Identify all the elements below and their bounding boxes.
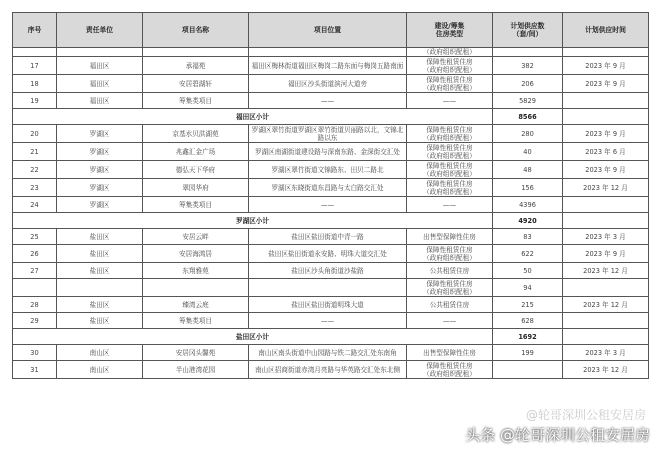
cell-index: 28	[13, 297, 57, 313]
cell-planned-supply: 199	[493, 345, 563, 361]
subtotal-empty-cell	[563, 213, 649, 229]
cell-index: 24	[13, 197, 57, 213]
cell-supply-time: 2023 年 3 月	[563, 345, 649, 361]
subtotal-label: 福田区小计	[13, 109, 493, 125]
cell-housing-type: ——	[407, 197, 493, 213]
cell-unit: 福田区	[57, 57, 143, 75]
header-supply-time: 计划供应时间	[563, 13, 649, 48]
cell-unit: 南山区	[57, 361, 143, 379]
cell-unit	[57, 279, 143, 297]
cell-supply-time: 2023 年 9 月	[563, 161, 649, 179]
cell-unit: 盐田区	[57, 245, 143, 263]
cell-project-name: 安居冈头馨苑	[143, 345, 249, 361]
cell-housing-type: 保障性租赁住房 （政府组织配租）	[407, 179, 493, 197]
cell-project-name: 京基水贝洪湖苑	[143, 125, 249, 143]
watermark: 头条 @轮哥深圳公租安居房	[465, 426, 650, 444]
cell-index: 19	[13, 93, 57, 109]
cell-project-name: 筹集类项目	[143, 197, 249, 213]
cell-planned-supply: 83	[493, 229, 563, 245]
cell-housing-type: 公共租赁住房	[407, 297, 493, 313]
table-row	[13, 143, 649, 161]
header-location: 项目位置	[249, 13, 407, 48]
cell-supply-time: 2023 年 9 月	[563, 57, 649, 75]
table-row	[13, 313, 649, 329]
cell-planned-supply: 382	[493, 57, 563, 75]
cell-supply-time	[563, 48, 649, 57]
cell-housing-type: 保障性租赁住房 （政府组织配租）	[407, 361, 493, 379]
cell-index: 25	[13, 229, 57, 245]
table-row	[13, 179, 649, 197]
subtotal-empty-cell	[563, 329, 649, 345]
cell-planned-supply: 206	[493, 75, 563, 93]
cell-project-name: 翠园华府	[143, 179, 249, 197]
watermark-faint: @轮哥深圳公租安居房	[525, 408, 646, 422]
cell-location: 盐田区沙头角街道沙盐路	[249, 263, 407, 279]
cell-unit	[57, 48, 143, 57]
cell-index: 17	[13, 57, 57, 75]
cell-supply-time: 2023 年 12 月	[563, 263, 649, 279]
subtotal-value: 8566	[493, 109, 563, 125]
cell-location: 福田区梅林街道福田区梅岗二路东面与梅岗五路南面	[249, 57, 407, 75]
cell-project-name: 筹集类项目	[143, 313, 249, 329]
cell-planned-supply: 94	[493, 279, 563, 297]
table-header-row	[13, 13, 649, 48]
cell-housing-type: 公共租赁住房	[407, 263, 493, 279]
cell-location: 罗湖区东晓街道东昌路与太白路交汇处	[249, 179, 407, 197]
housing-supply-table-sheet	[12, 12, 648, 379]
cell-index: 29	[13, 313, 57, 329]
cell-location: ——	[249, 197, 407, 213]
table-row	[13, 93, 649, 109]
cell-supply-time	[563, 197, 649, 213]
cell-unit: 罗湖区	[57, 179, 143, 197]
cell-housing-type: ——	[407, 313, 493, 329]
table-row	[13, 297, 649, 313]
cell-planned-supply: 280	[493, 125, 563, 143]
cell-supply-time: 2023 年 9 月	[563, 75, 649, 93]
cell-project-name: 承福苑	[143, 57, 249, 75]
cell-location: 盐田区盐田街道永安路、明珠大道交汇处	[249, 245, 407, 263]
subtotal-label: 罗湖区小计	[13, 213, 493, 229]
cell-unit: 盐田区	[57, 229, 143, 245]
header-project-name: 项目名称	[143, 13, 249, 48]
cell-housing-type: 保障性租赁住房 （政府组织配租）	[407, 57, 493, 75]
cell-index: 23	[13, 179, 57, 197]
cell-location: 盐田区盐田街道明珠大道	[249, 297, 407, 313]
cell-housing-type: 保障性租赁住房 （政府组织配租）	[407, 75, 493, 93]
cell-supply-time: 2023 年 12 月	[563, 179, 649, 197]
cell-housing-type: ——	[407, 93, 493, 109]
cell-unit: 盐田区	[57, 313, 143, 329]
cell-index: 18	[13, 75, 57, 93]
cell-supply-time: 2023 年 12 月	[563, 361, 649, 379]
table-row	[13, 57, 649, 75]
cell-unit: 福田区	[57, 93, 143, 109]
cell-housing-type: （政府组织配租）	[407, 48, 493, 57]
cell-project-name: 半山港湾花园	[143, 361, 249, 379]
table-row	[13, 263, 649, 279]
cell-housing-type: 保障性租赁住房 （政府组织配租）	[407, 245, 493, 263]
cell-supply-time: 2023 年 6 月	[563, 143, 649, 161]
cell-planned-supply: 215	[493, 297, 563, 313]
cell-index: 26	[13, 245, 57, 263]
cell-supply-time	[563, 93, 649, 109]
cell-planned-supply: 156	[493, 179, 563, 197]
cell-project-name: 安居云畔	[143, 229, 249, 245]
cell-planned-supply: 48	[493, 161, 563, 179]
cell-unit: 罗湖区	[57, 197, 143, 213]
cell-housing-type: 保障性租赁住房 （政府组织配租）	[407, 279, 493, 297]
cell-unit: 罗湖区	[57, 161, 143, 179]
header-index: 序号	[13, 13, 57, 48]
cell-supply-time: 2023 年 9 月	[563, 245, 649, 263]
cell-location	[249, 279, 407, 297]
cell-supply-time	[563, 313, 649, 329]
cell-planned-supply: 50	[493, 263, 563, 279]
subtotal-row	[13, 213, 649, 229]
cell-location: 南山区南头街道中山园路与铁二路交汇处东南角	[249, 345, 407, 361]
cell-housing-type: 出售型保障性住房	[407, 345, 493, 361]
subtotal-row	[13, 329, 649, 345]
cell-index: 31	[13, 361, 57, 379]
cell-index: 22	[13, 161, 57, 179]
cell-project-name: 德弘天下华府	[143, 161, 249, 179]
cell-planned-supply: 622	[493, 245, 563, 263]
subtotal-value: 4920	[493, 213, 563, 229]
cell-index	[13, 279, 57, 297]
cell-unit: 盐田区	[57, 263, 143, 279]
cell-location: ——	[249, 93, 407, 109]
cell-location: 福田区沙头街道滨河大道旁	[249, 75, 407, 93]
cell-project-name	[143, 48, 249, 57]
subtotal-value: 1692	[493, 329, 563, 345]
cell-unit: 罗湖区	[57, 143, 143, 161]
header-planned-supply: 计划供应数 （套/间）	[493, 13, 563, 48]
table-row	[13, 279, 649, 297]
cell-planned-supply: 4396	[493, 197, 563, 213]
cell-project-name: 兆鑫汇金广场	[143, 143, 249, 161]
cell-index	[13, 48, 57, 57]
cell-housing-type: 出售型保障性住房	[407, 229, 493, 245]
cell-project-name: 安居碧湖轩	[143, 75, 249, 93]
cell-supply-time: 2023 年 3 月	[563, 229, 649, 245]
cell-planned-supply: 40	[493, 143, 563, 161]
cell-index: 20	[13, 125, 57, 143]
table-row	[13, 245, 649, 263]
subtotal-label: 盐田区小计	[13, 329, 493, 345]
cell-location: 盐田区盐田街道中青一路	[249, 229, 407, 245]
cell-location	[249, 48, 407, 57]
table-row	[13, 125, 649, 143]
subtotal-row	[13, 109, 649, 125]
table-body	[13, 48, 649, 379]
cell-housing-type: 保障性租赁住房 （政府组织配租）	[407, 125, 493, 143]
cell-unit: 南山区	[57, 345, 143, 361]
cell-location: 南山区招商街道赤湾月亮路与华英路交汇处东北侧	[249, 361, 407, 379]
header-unit: 责任单位	[57, 13, 143, 48]
table-row	[13, 361, 649, 379]
cell-location: 罗湖区翠竹街道罗湖区翠竹街道贝丽路以北，文锦北路以东	[249, 125, 407, 143]
cell-project-name: 臻湾云庭	[143, 297, 249, 313]
header-housing-type: 建设/筹集 住房类型	[407, 13, 493, 48]
table-row	[13, 161, 649, 179]
cell-planned-supply	[493, 48, 563, 57]
cell-planned-supply	[493, 361, 563, 379]
table-row	[13, 75, 649, 93]
cell-unit: 罗湖区	[57, 125, 143, 143]
cell-supply-time: 2023 年 12 月	[563, 297, 649, 313]
cell-location: 罗湖区翠竹街道文锦路东、田贝二路北	[249, 161, 407, 179]
cell-project-name: 筹集类项目	[143, 93, 249, 109]
cell-supply-time	[563, 279, 649, 297]
cell-unit: 福田区	[57, 75, 143, 93]
table-row	[13, 48, 649, 57]
table-row	[13, 345, 649, 361]
cell-housing-type: 保障性租赁住房 （政府组织配租）	[407, 161, 493, 179]
cell-project-name	[143, 279, 249, 297]
housing-supply-table	[12, 12, 649, 379]
cell-index: 30	[13, 345, 57, 361]
cell-project-name: 东翔雅苑	[143, 263, 249, 279]
table-row	[13, 197, 649, 213]
cell-supply-time: 2023 年 9 月	[563, 125, 649, 143]
cell-planned-supply: 628	[493, 313, 563, 329]
cell-project-name: 安居海鸿居	[143, 245, 249, 263]
cell-location: ——	[249, 313, 407, 329]
table-row	[13, 229, 649, 245]
cell-unit: 盐田区	[57, 297, 143, 313]
cell-planned-supply: 5829	[493, 93, 563, 109]
cell-location: 罗湖区南湖街道建设路与深南东路、金深街交汇处	[249, 143, 407, 161]
cell-index: 21	[13, 143, 57, 161]
cell-housing-type: 保障性租赁住房 （政府组织配租）	[407, 143, 493, 161]
cell-index: 27	[13, 263, 57, 279]
subtotal-empty-cell	[563, 109, 649, 125]
